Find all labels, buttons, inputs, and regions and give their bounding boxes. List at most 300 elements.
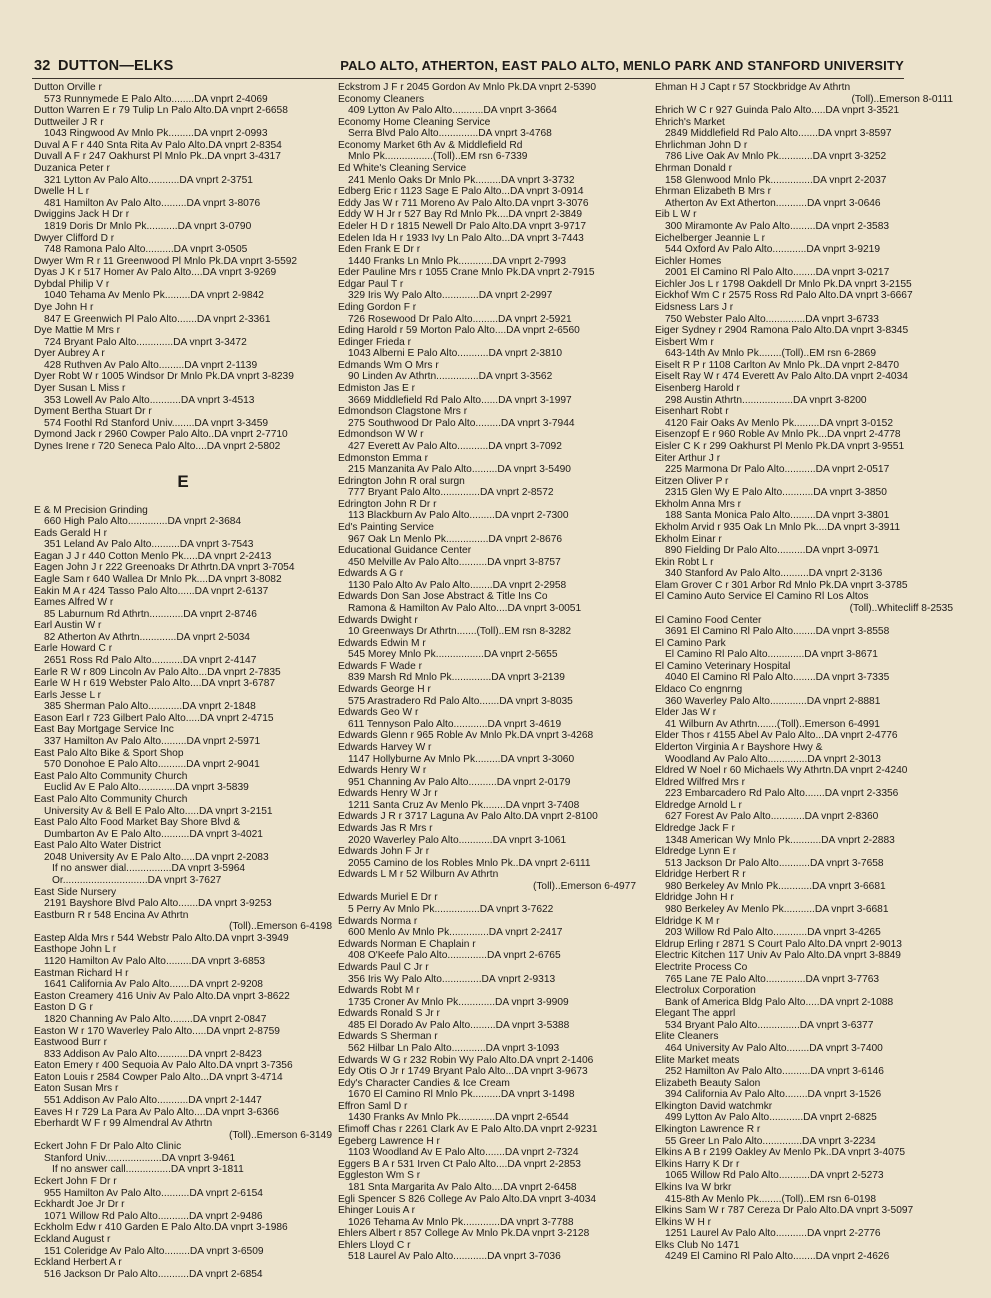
listing-line: 85 Laburnum Rd Athrtn............DA vnprt 2-8746 [44, 608, 257, 620]
listing-line: 575 Arastradero Rd Palo Alto.......DA vnprt 3-8035 [348, 695, 573, 707]
listing-line: Dutton Orville r [34, 82, 102, 93]
listing-line: 1670 El Camino Rl Mnlo Pk..........DA vnprt 3-1498 [348, 1089, 575, 1101]
listing-line: Elks Club No 1471 [655, 1239, 740, 1251]
listing-line: 765 Lane 7E Palo Alto..............DA vnprt 3-7763 [665, 973, 880, 985]
listing-line: Earle Howard C r [34, 643, 113, 655]
listing-line: Elam Grover C r 301 Arbor Rd Mnlo Pk.DA vnprt 3-3785 [655, 579, 908, 591]
listing-line: 2048 University Av E Palo Alto.....DA vnprt 2-2083 [44, 851, 269, 863]
listing-line: Dymond Jack r 2960 Cowper Palo Alto..DA vnprt 2-7710 [34, 429, 288, 441]
listing-line: Egeberg Lawrence H r [338, 1135, 440, 1147]
listing-line: 356 Iris Wy Palo Alto..............DA vnprt 2-9313 [348, 973, 556, 985]
listing-line: 1820 Channing Av Palo Alto........DA vnprt 2-0847 [44, 1013, 267, 1025]
listing-line: Economy Market 6th Av & Middlefield Rd [338, 139, 523, 151]
listing-line: Eames Alfred W r [34, 597, 114, 609]
listing-line: Egli Spencer S 826 College Av Palo Alto.DA vnprt 3-4034 [338, 1193, 597, 1205]
listing-line: 300 Miramonte Av Palo Alto.........DA vnprt 2-3583 [665, 220, 890, 232]
listing-line: Edwards Henry W r [338, 765, 427, 777]
listing-line: 980 Berkeley Av Menlo Pk...........DA vnprt 3-6681 [665, 904, 889, 916]
listing-line: Ed's Painting Service [338, 521, 434, 533]
listing-line: Dynes Irene r 720 Seneca Palo Alto....DA vnprt 2-5802 [34, 440, 281, 452]
listing-line: 340 Stanford Av Palo Alto..........DA vnprt 2-3136 [665, 568, 883, 580]
listing-line: Eib L W r [655, 209, 697, 221]
listing-line: Eidsness Lars J r [655, 301, 734, 313]
listing-line: Eakin M A r 424 Tasso Palo Alto......DA vnprt 2-6137 [34, 585, 269, 597]
listing-line: Eason Earl r 723 Gilbert Palo Alto.....DA vnprt 2-4715 [34, 712, 274, 724]
listing-line: 551 Addison Av Palo Alto...........DA vnprt 2-1447 [44, 1094, 262, 1106]
listing-line: 55 Greer Ln Palo Alto..............DA vnprt 3-2234 [665, 1135, 876, 1147]
listing-line: East Palo Alto Community Church [34, 793, 188, 805]
listing-line: Edmonston Emma r [338, 452, 429, 464]
listing-line: Ehrlichman John D r [655, 139, 748, 151]
listing-line: 890 Fielding Dr Palo Alto..........DA vnprt 3-0971 [665, 545, 880, 557]
listing-line: Ehrich W C r 927 Guinda Palo Alto.....DA vnprt 3-3521 [655, 105, 900, 117]
listing-line: 570 Donohoe E Palo Alto..........DA vnprt 2-9041 [44, 759, 260, 771]
listing-line: Eckland August r [34, 1233, 111, 1245]
listing-line: Edwards Paul C Jr r [338, 961, 429, 973]
listing-line: Stanford Univ....................DA vnprt 3-9461 [44, 1152, 236, 1164]
listing-line: Eckhardt Joe Jr Dr r [34, 1199, 125, 1211]
listing-line: East Palo Alto Water District [34, 840, 162, 852]
listing-line: Edwards Muriel E Dr r [338, 892, 438, 904]
listing-line: 1211 Santa Cruz Av Menlo Pk........DA vnprt 3-7408 [348, 799, 580, 811]
listing-line: 1147 Hollyburne Av Mnlo Pk.........DA vnprt 3-3060 [348, 753, 575, 765]
listing-line: If no answer dial................DA vnprt 3-5964 [52, 863, 246, 875]
section-letter: E [177, 471, 189, 491]
listing-line: Eagle Sam r 640 Wallea Dr Mnlo Pk....DA vnprt 3-8082 [34, 573, 282, 585]
listing-line: Edwards Ronald S Jr r [338, 1008, 440, 1020]
listing-line: E & M Precision Grinding [34, 504, 148, 516]
listing-line: Eldredge Lynn E r [655, 846, 737, 858]
listing-line: Elkins Sam W r 787 Cereza Dr Palo Alto.DA vnprt 3-5097 [655, 1205, 914, 1217]
listing-line: Eaton Louis r 2584 Cowper Palo Alto...DA vnprt 3-4714 [34, 1071, 283, 1083]
listing-line: Ekholm Arvid r 935 Oak Ln Mnlo Pk....DA vnprt 3-3911 [655, 521, 900, 533]
listing-line: Eckland Herbert A r [34, 1257, 122, 1269]
listing-line: Electrite Process Co [655, 961, 748, 973]
listing-line: East Palo Alto Bike & Sport Shop [34, 747, 184, 759]
listing-line: Ehrman Donald r [655, 163, 733, 175]
listing-line: Elkins W H r [655, 1216, 712, 1228]
listing-line: Eisler C K r 299 Oakhurst Pl Menlo Pk.DA vnprt 3-9551 [655, 440, 905, 452]
listing-line: Eisenzopf E r 960 Roble Av Mnlo Pk...DA vnprt 2-4778 [655, 429, 901, 441]
listing-line: Ehinger Louis A r [338, 1205, 416, 1217]
listing-line: 427 Everett Av Palo Alto...........DA vnprt 3-7092 [348, 440, 562, 452]
listing-line: Edwards John F Jr r [338, 846, 430, 858]
listing-line: Eickhof Wm C r 2575 Ross Rd Palo Alto.DA vnprt 3-6667 [655, 290, 913, 302]
listing-line: Edwards J R r 3717 Laguna Av Palo Alto.DA vnprt 2-8100 [338, 811, 598, 823]
listing-line: 113 Blackburn Av Palo Alto.........DA vnprt 2-7300 [348, 510, 569, 522]
listing-line: Atherton Av Ext Atherton...........DA vnprt 3-0646 [665, 197, 881, 209]
listing-line: Economy Home Cleaning Service [338, 116, 491, 128]
listing-line: Eding Gordon F r [338, 301, 417, 313]
listing-line: (Toll)..Emerson 6-4198 [228, 921, 332, 933]
listing-line: 225 Marmona Dr Palo Alto...........DA vnprt 2-0517 [665, 464, 890, 476]
listing-line: Eckholm Edw r 410 Garden E Palo Alto.DA vnprt 3-1986 [34, 1222, 288, 1234]
listing-line: 951 Channing Av Palo Alto..........DA vnprt 2-0179 [348, 776, 571, 788]
listing-line: Elder Jas W r [655, 707, 717, 719]
listing-line: Ehman H J Capt r 57 Stockbridge Av Athrtn [655, 82, 851, 93]
listing-line: Dwelle H L r [34, 186, 90, 198]
listing-line: 980 Berkeley Av Mnlo Pk............DA vnprt 3-6681 [665, 880, 886, 892]
listing-line: 1348 American Wy Mnlo Pk...........DA vnprt 2-2883 [665, 834, 895, 846]
listing-line: If no answer call................DA vnprt 3-1811 [52, 1164, 244, 1176]
page-header [34, 58, 904, 78]
listing-line: Dwiggins Jack H Dr r [34, 209, 130, 221]
listing-line: Elizabeth Beauty Salon [655, 1077, 761, 1089]
listing-line: Eckstrom J F r 2045 Gordon Av Mnlo Pk.DA vnprt 2-5390 [338, 82, 597, 93]
listing-line: Elkins Iva W brkr [655, 1181, 732, 1193]
listing-line: 1026 Tehama Av Mnlo Pk.............DA vnprt 3-7788 [348, 1216, 574, 1228]
listing-line: 839 Marsh Rd Mnlo Pk..............DA vnprt 3-2139 [348, 672, 565, 684]
listing-line: Edelen Ida H r 1933 Ivy Ln Palo Alto...DA vnprt 3-7443 [338, 232, 584, 244]
listing-line: Edrington John R Dr r [338, 498, 437, 510]
listing-line: 2191 Bayshore Blvd Palo Alto.......DA vnprt 3-9253 [44, 898, 272, 910]
listing-line: 513 Jackson Dr Palo Alto...........DA vnprt 3-7658 [665, 857, 884, 869]
listing-line: 611 Tennyson Palo Alto............DA vnprt 3-4619 [348, 718, 562, 730]
listing-line: Dwyer Wm R r 11 Greenwood Pl Mnlo Pk.DA vnprt 3-5592 [34, 255, 298, 267]
listing-line: 1735 Croner Av Mnlo Pk.............DA vnprt 3-9909 [348, 996, 569, 1008]
listing-line: Eastep Alda Mrs r 544 Webstr Palo Alto.DA vnprt 3-3949 [34, 932, 289, 944]
header-rule [32, 78, 904, 79]
listing-line: Serra Blvd Palo Alto..............DA vnprt 3-4768 [348, 128, 552, 140]
listing-line: Electrolux Corporation [655, 985, 756, 997]
listing-line: Ehlers Albert r 857 College Av Mnlo Pk.DA vnprt 3-2128 [338, 1228, 590, 1240]
listing-line: 4120 Fair Oaks Av Menlo Pk.........DA vnprt 3-0152 [665, 417, 894, 429]
listing-line: Edy Otis O Jr r 1749 Bryant Palo Alto...DA vnprt 3-9673 [338, 1066, 588, 1078]
listing-line: 90 Linden Av Athrtn...............DA vnprt 3-3562 [348, 371, 553, 383]
listing-line: Edgar Paul T r [338, 278, 404, 290]
listing-line: 2651 Ross Rd Palo Alto...........DA vnprt 2-4147 [44, 655, 257, 667]
listing-line: 450 Melville Av Palo Alto..........DA vnprt 3-8757 [348, 556, 561, 568]
listing-line: Ehrman Elizabeth B Mrs r [655, 186, 772, 198]
listing-line: Eastman Richard H r [34, 967, 129, 979]
listing-line: 337 Hamilton Av Palo Alto.........DA vnprt 2-5971 [44, 736, 261, 748]
listing-line: Duttweiler J R r [34, 116, 104, 128]
listing-line: 847 E Greenwich Pl Palo Alto.......DA vnprt 2-3361 [44, 313, 271, 325]
listing-line: 385 Sherman Palo Alto............DA vnprt 2-1848 [44, 701, 256, 713]
listing-line: Eckert John F Dr Palo Alto Clinic [34, 1141, 182, 1153]
listing-line: 726 Rosewood Dr Palo Alto.........DA vnprt 2-5921 [348, 313, 572, 325]
listing-line: Eding Harold r 59 Morton Palo Alto....DA vnprt 2-6560 [338, 325, 580, 337]
listing-line: Eberhardt W F r 99 Almendral Av Athrtn [34, 1118, 213, 1130]
listing-line: 955 Hamilton Av Palo Alto..........DA vnprt 2-6154 [44, 1187, 263, 1199]
listing-line: 627 Forest Av Palo Alto............DA vnprt 2-8360 [665, 811, 879, 823]
listing-line: Effron Saml D r [338, 1100, 408, 1112]
listing-line: 499 Lytton Av Palo Alto............DA vnprt 2-6825 [665, 1112, 877, 1124]
listing-line: 82 Atherton Av Athrtn.............DA vnprt 2-5034 [44, 631, 250, 643]
listing-line: Euclid Av E Palo Alto.............DA vnprt 3-5839 [44, 782, 249, 794]
listing-line: 1440 Franks Ln Mnlo Pk............DA vnprt 2-7993 [348, 255, 567, 267]
listing-line: 1641 California Av Palo Alto.......DA vnprt 2-9208 [44, 979, 263, 991]
listing-line: Efimoff Chas r 2261 Clark Av E Palo Alto.DA vnprt 2-9231 [338, 1124, 598, 1136]
listing-line: Bank of America Bldg Palo Alto.....DA vnprt 2-1088 [665, 996, 894, 1008]
listing-line: Elder Thos r 4155 Abel Av Palo Alto...DA vnprt 2-4776 [655, 730, 898, 742]
listing-line: Edrington John R oral surgn [338, 475, 465, 487]
listing-line: Eldrup Erling r 2871 S Court Palo Alto.DA vnprt 2-9013 [655, 938, 902, 950]
listing-line: Eldridge John H r [655, 892, 734, 904]
listing-line: Eichler Homes [655, 255, 722, 267]
listing-line: Eagen John J r 222 Greenoaks Dr Athrtn.DA vnprt 3-7054 [34, 562, 295, 574]
listing-line: Dyer Susan L Miss r [34, 383, 126, 395]
listing-line: 1430 Franks Av Mnlo Pk.............DA vnprt 2-6544 [348, 1112, 569, 1124]
listing-line: Eder Pauline Mrs r 1055 Crane Mnlo Pk.DA vnprt 2-7915 [338, 267, 595, 279]
listing-line: Earl Austin W r [34, 620, 102, 632]
listing-line: 574 Foothl Rd Stanford Univ........DA vnprt 3-3459 [44, 417, 269, 429]
listing-line: Earls Jesse L r [34, 689, 101, 701]
listing-line: Electric Kitchen 117 Univ Av Palo Alto.DA vnprt 3-8849 [655, 950, 901, 962]
listing-line: 4040 El Camino Rl Palo Alto........DA vnprt 3-7335 [665, 672, 890, 684]
listing-line: Edmondson Clagstone Mrs r [338, 406, 468, 418]
listing-line: Dyment Bertha Stuart Dr r [34, 406, 152, 418]
listing-line: 833 Addison Av Palo Alto...........DA vnprt 2-8423 [44, 1048, 262, 1060]
listing-line: 215 Manzanita Av Palo Alto.........DA vnprt 3-5490 [348, 464, 571, 476]
listing-line: (Toll)..Emerson 6-3149 [228, 1129, 332, 1141]
listing-line: 573 Runnymede E Palo Alto........DA vnprt 2-4069 [44, 93, 268, 105]
listing-line: Edeler H D r 1815 Newell Dr Palo Alto.DA vnprt 3-9717 [338, 220, 587, 232]
listing-line: Duval A F r 440 Snta Rita Av Palo Alto.DA vnprt 2-8354 [34, 139, 282, 151]
listing-line: Eldred W Noel r 60 Michaels Wy Athrtn.DA vnprt 2-4240 [655, 765, 908, 777]
listing-line: 1819 Doris Dr Mnlo Pk...........DA vnprt 3-0790 [44, 220, 252, 232]
listing-line: Ekin Robt L r [655, 556, 714, 568]
listing-line: Eisenberg Harold r [655, 383, 740, 395]
listing-line: Edwards Dwight r [338, 614, 418, 626]
listing-line: 534 Bryant Palo Alto...............DA vnprt 3-6377 [665, 1019, 874, 1031]
listing-line: 600 Menlo Av Mnlo Pk..............DA vnprt 2-2417 [348, 927, 563, 939]
listing-line: 203 Willow Rd Palo Alto............DA vnprt 3-4265 [665, 927, 881, 939]
listing-line: Elite Cleaners [655, 1031, 719, 1043]
listing-line: Eisbert Wm r [655, 336, 714, 348]
listing-line: Eagan J J r 440 Cotton Menlo Pk.....DA vnprt 2-2413 [34, 550, 272, 562]
listing-line: Edinger Frieda r [338, 336, 412, 348]
listing-line: 5 Perry Av Mnlo Pk................DA vnprt 3-7622 [348, 904, 554, 916]
listing-line: Dumbarton Av E Palo Alto..........DA vnprt 3-4021 [44, 828, 263, 840]
listing-line: Eggers B A r 531 Irven Ct Palo Alto....DA vnprt 2-2853 [338, 1158, 581, 1170]
listing-line: Dyas J K r 517 Homer Av Palo Alto....DA vnprt 3-9269 [34, 267, 277, 279]
listing-line: 394 California Av Palo Alto........DA vnprt 3-1526 [665, 1089, 882, 1101]
listing-line: 428 Ruthven Av Palo Alto.........DA vnprt 2-1139 [44, 359, 258, 371]
listing-line: Edmondson W W r [338, 429, 424, 441]
listing-line: 298 Austin Athrtn..................DA vnprt 3-8200 [665, 394, 867, 406]
listing-line: Edwards W G r 232 Robin Wy Palo Alto.DA vnprt 2-1406 [338, 1054, 594, 1066]
listing-line: 415-8th Av Menlo Pk........(Toll)..EM rsn 6-0198 [665, 1193, 877, 1205]
listing-line: Eiselt Ray W r 474 Everett Av Palo Alto.DA vnprt 2-4034 [655, 371, 908, 383]
listing-line: Eldredge Jack F r [655, 823, 735, 834]
locality-heading: PALO ALTO, ATHERTON, EAST PALO ALTO, MENLO PARK AND STANFORD UNIVERSITY [340, 58, 904, 73]
listing-line: Eads Gerald H r [34, 527, 108, 539]
listing-line: Economy Cleaners [338, 93, 425, 105]
listing-line: Ekholm Anna Mrs r [655, 498, 742, 510]
listing-line: 485 El Dorado Av Palo Alto.........DA vnprt 3-5388 [348, 1019, 570, 1031]
listing-line: 241 Menlo Oaks Dr Mnlo Pk.........DA vnprt 3-3732 [348, 174, 575, 186]
listing-line: Ekholm Einar r [655, 533, 722, 545]
listing-line: 1130 Palo Alto Av Palo Alto........DA vnprt 2-2958 [348, 579, 567, 591]
listing-line: 1043 Alberni E Palo Alto...........DA vnprt 2-3810 [348, 348, 563, 360]
listing-line: 409 Lytton Av Palo Alto...........DA vnprt 3-3664 [348, 105, 557, 117]
listing-line: Easton Creamery 416 Univ Av Palo Alto.DA vnprt 3-8622 [34, 990, 290, 1002]
listing-line: 188 Santa Monica Palo Alto.........DA vnprt 3-3801 [665, 510, 890, 522]
listing-line: Eaton Emery r 400 Sequoia Av Palo Alto.DA vnprt 3-7356 [34, 1060, 293, 1072]
listing-line: East Palo Alto Food Market Bay Shore Blvd & [34, 817, 241, 829]
listing-line: Eddy W H Jr r 527 Bay Rd Mnlo Pk....DA vnprt 2-3849 [338, 209, 583, 221]
listing-line: Edwards Norma r [338, 915, 418, 927]
listing-line: Eitzen Oliver P r [655, 475, 729, 487]
listing-line: Eden Frank E Dr r [338, 244, 421, 256]
listing-line: Duzanica Peter r [34, 163, 110, 175]
listing-line: Edmands Wm O Mrs r [338, 359, 439, 371]
listing-line: Ramona & Hamilton Av Palo Alto....DA vnprt 3-0051 [348, 603, 582, 615]
listing-line: Edmiston Jas E r [338, 383, 415, 395]
listing-line: Eckert John F Dr r [34, 1176, 117, 1188]
listing-line: Eldridge K M r [655, 915, 720, 927]
listing-line: Eldred Wilfred Mrs r [655, 776, 746, 788]
listing-line: Edwards Robt M r [338, 985, 420, 997]
listing-line: 2055 Camino de los Robles Mnlo Pk..DA vnprt 2-6111 [348, 857, 591, 869]
listing-line: 724 Bryant Palo Alto.............DA vnprt 3-3472 [44, 336, 247, 348]
listing-line: 777 Bryant Palo Alto..............DA vnprt 2-8572 [348, 487, 554, 499]
column-1 [34, 82, 332, 1280]
listing-line: Easthope John L r [34, 944, 117, 956]
listing-line: Edwards Henry W Jr r [338, 788, 438, 800]
listing-line: 562 Hilbar Ln Palo Alto............DA vnprt 3-1093 [348, 1042, 560, 1054]
listing-line: Edwards George H r [338, 684, 431, 696]
listing-line: Educational Guidance Center [338, 545, 472, 557]
listing-line: 1040 Tehama Av Menlo Pk.........DA vnprt 2-9842 [44, 290, 264, 302]
listing-line: 408 O'Keefe Palo Alto..............DA vnprt 2-6765 [348, 950, 561, 962]
listing-line: 351 Leland Av Palo Alto..........DA vnprt 3-7543 [44, 539, 254, 551]
listing-line: Edwards Edwin M r [338, 637, 426, 649]
listing-line: 464 University Av Palo Alto........DA vnprt 3-7400 [665, 1042, 883, 1054]
listing-line: Edy's Character Candies & Ice Cream [338, 1077, 510, 1089]
page-range: DUTTON—ELKS [58, 58, 174, 74]
listing-line: Edberg Eric r 1123 Sage E Palo Alto...DA vnprt 3-0914 [338, 186, 584, 198]
listing-line: Eiter Arthur J r [655, 452, 721, 464]
listing-line: University Av & Bell E Palo Alto.....DA vnprt 3-2151 [44, 805, 273, 817]
listing-line: Woodland Av Palo Alto..............DA vnprt 2-3013 [665, 753, 881, 765]
listing-line: 750 Webster Palo Alto..............DA vnprt 3-6733 [665, 313, 879, 325]
listing-line: Edwards Don San Jose Abstract & Title Ins Co [338, 591, 548, 603]
listing-line: East Palo Alto Community Church [34, 770, 188, 782]
listing-line: East Side Nursery [34, 886, 117, 898]
listing-line: Elkins Harry K Dr r [655, 1158, 740, 1170]
listing-line: Edwards F Wade r [338, 660, 422, 672]
listing-line: Dye John H r [34, 301, 94, 313]
listing-line: (Toll)..Whitecliff 8-2535 [849, 603, 953, 615]
listing-line: Eldaco Co engnrng [655, 684, 743, 696]
listing-line: Eichler Jos L r 1798 Oakdell Dr Mnlo Pk.DA vnprt 3-2155 [655, 278, 912, 290]
listing-line: 1103 Woodland Av E Palo Alto.......DA vnprt 2-7324 [348, 1147, 579, 1159]
listing-line: Eggleston Wm S r [338, 1170, 421, 1182]
listing-line: Eaves H r 729 La Para Av Palo Alto....DA vnprt 3-6366 [34, 1106, 280, 1118]
listing-line: 353 Lowell Av Palo Alto...........DA vnprt 3-4513 [44, 394, 255, 406]
listing-line: Dwyer Clifford D r [34, 232, 115, 244]
listing-line: Edwards L M r 52 Wilburn Av Athrtn [338, 869, 499, 881]
listing-line: Duvall A F r 247 Oakhurst Pl Mnlo Pk..DA vnprt 3-4317 [34, 151, 281, 163]
listing-line: Dybdal Philip V r [34, 278, 110, 290]
listing-line: Eisenhart Robt r [655, 406, 729, 418]
listing-line: Edwards Harvey W r [338, 741, 432, 753]
listing-line: 1043 Ringwood Av Mnlo Pk.........DA vnprt 2-0993 [44, 128, 268, 140]
page-number: 32 [34, 58, 51, 74]
listing-line: Edwards Norman E Chaplain r [338, 938, 476, 950]
listing-line: 481 Hamilton Av Palo Alto.........DA vnprt 3-8076 [44, 197, 261, 209]
listing-line: 321 Lytton Av Palo Alto...........DA vnprt 2-3751 [44, 174, 253, 186]
listing-line: 181 Snta Margarita Av Palo Alto....DA vnprt 2-6458 [348, 1181, 577, 1193]
column-3 [655, 82, 953, 1263]
listing-line: Dutton Warren E r 79 Tulip Ln Palo Alto.DA vnprt 2-6658 [34, 105, 288, 117]
listing-line: Ed White's Cleaning Service [338, 163, 467, 175]
listing-line: 516 Jackson Dr Palo Alto...........DA vnprt 2-6854 [44, 1268, 263, 1280]
listing-line: 2020 Waverley Palo Alto............DA vnprt 3-1061 [348, 834, 567, 846]
listing-line: 4249 El Camino Rl Palo Alto........DA vnprt 2-4626 [665, 1251, 890, 1263]
listing-line: Elkington Lawrence R r [655, 1124, 761, 1136]
listing-line: 1251 Laurel Av Palo Alto...........DA vnprt 2-2776 [665, 1228, 881, 1240]
listing-line: Eldredge Arnold L r [655, 799, 742, 811]
listing-line: 2315 Glen Wy E Palo Alto...........DA vnprt 3-3850 [665, 487, 887, 499]
column-2 [338, 82, 636, 1263]
listing-line: Dyer Robt W r 1005 Windsor Dr Mnlo Pk.DA vnprt 3-8239 [34, 371, 294, 383]
listing-line: 158 Glenwood Mnlo Pk...............DA vnprt 2-2037 [665, 174, 887, 186]
listing-line: 223 Embarcadero Rd Palo Alto.......DA vnprt 2-3356 [665, 788, 899, 800]
listing-line: Elegant The apprl [655, 1008, 736, 1020]
listing-line: Mnlo Pk.................(Toll)..EM rsn 6-7339 [348, 151, 528, 163]
listing-line: 329 Iris Wy Palo Alto.............DA vnprt 2-2997 [348, 290, 553, 302]
listing-line: East Bay Mortgage Service Inc [34, 724, 174, 736]
listing-line: 967 Oak Ln Menlo Pk...............DA vnprt 2-8676 [348, 533, 563, 545]
listing-line: Eichelberger Jeannie L r [655, 232, 766, 244]
listing-line: 1065 Willow Rd Palo Alto...........DA vnprt 2-5273 [665, 1170, 884, 1182]
listing-line: 1071 Willow Rd Palo Alto...........DA vnprt 2-9486 [44, 1210, 263, 1222]
listing-line: Easton W r 170 Waverley Palo Alto.....DA vnprt 2-8759 [34, 1025, 280, 1037]
listing-line: Or..............................DA vnprt 3-7627 [52, 875, 222, 886]
listing-line: Earle R W r 809 Lincoln Av Palo Alto...DA vnprt 2-7835 [34, 666, 281, 678]
listing-line: 748 Ramona Palo Alto..........DA vnprt 3-0505 [44, 244, 248, 256]
listing-line: 3669 Middlefield Rd Palo Alto......DA vnprt 3-1997 [348, 394, 572, 406]
listing-line: Ehlers Lloyd C r [338, 1239, 411, 1251]
listing-line: Eiger Sydney r 2904 Ramona Palo Alto.DA vnprt 3-8345 [655, 325, 909, 337]
listing-line: Edwards Geo W r [338, 707, 419, 719]
listing-line: 1120 Hamilton Av Palo Alto.........DA vnprt 3-6853 [44, 956, 266, 968]
listing-line: El Camino Food Center [655, 614, 762, 626]
listing-line: (Toll)..Emerson 6-4977 [532, 880, 636, 892]
listing-line: Ehrich's Market [655, 116, 725, 128]
listing-line: 275 Southwood Dr Palo Alto.........DA vnprt 3-7944 [348, 417, 575, 429]
listing-line: 10 Greenways Dr Athrtn.......(Toll)..EM rsn 8-3282 [348, 626, 572, 638]
listing-line: Edwards S Sherman r [338, 1031, 438, 1043]
listing-line: 518 Laurel Av Palo Alto............DA vnprt 3-7036 [348, 1251, 561, 1263]
listing-line: Edwards Jas R Mrs r [338, 823, 433, 834]
listing-line: Eddy Jas W r 711 Moreno Av Palo Alto.DA vnprt 3-3076 [338, 197, 589, 209]
listing-line: 360 Waverley Palo Alto.............DA vnprt 2-8881 [665, 695, 881, 707]
listing-line: 2849 Middlefield Rd Palo Alto.......DA vnprt 3-8597 [665, 128, 892, 140]
listing-line: Eaton Susan Mrs r [34, 1083, 119, 1095]
listing-line: Elite Market meats [655, 1054, 740, 1066]
listing-line: El Camino Park [655, 637, 726, 649]
listing-line: 786 Live Oak Av Mnlo Pk............DA vnprt 3-3252 [665, 151, 887, 163]
listing-line: El Camino Auto Service El Camino Rl Los Altos [655, 591, 869, 603]
listing-line: El Camino Rl Palo Alto.............DA vnprt 3-8671 [665, 649, 878, 661]
listing-line: Easton D G r [34, 1002, 93, 1014]
listing-line: Elkington David watchmkr [655, 1100, 773, 1112]
listing-line: Dyer Aubrey A r [34, 348, 105, 360]
listing-line: Eastburn R r 548 Encina Av Athrtn [34, 909, 189, 921]
listing-line: 252 Hamilton Av Palo Alto..........DA vnprt 3-6146 [665, 1066, 884, 1078]
listing-line: Eldridge Herbert R r [655, 869, 746, 881]
listing-line: Dye Mattie M Mrs r [34, 325, 121, 337]
listing-line: Elkins A B r 2199 Oakley Av Menlo Pk..DA vnprt 3-4075 [655, 1147, 906, 1159]
listing-line: 660 High Palo Alto..............DA vnprt 2-3684 [44, 516, 242, 528]
listing-line: El Camino Veterinary Hospital [655, 660, 791, 672]
listing-line: Elderton Virginia A r Bayshore Hwy & [655, 741, 823, 753]
listing-line: 41 Wilburn Av Athrtn.......(Toll)..Emerson 6-4991 [665, 718, 880, 730]
